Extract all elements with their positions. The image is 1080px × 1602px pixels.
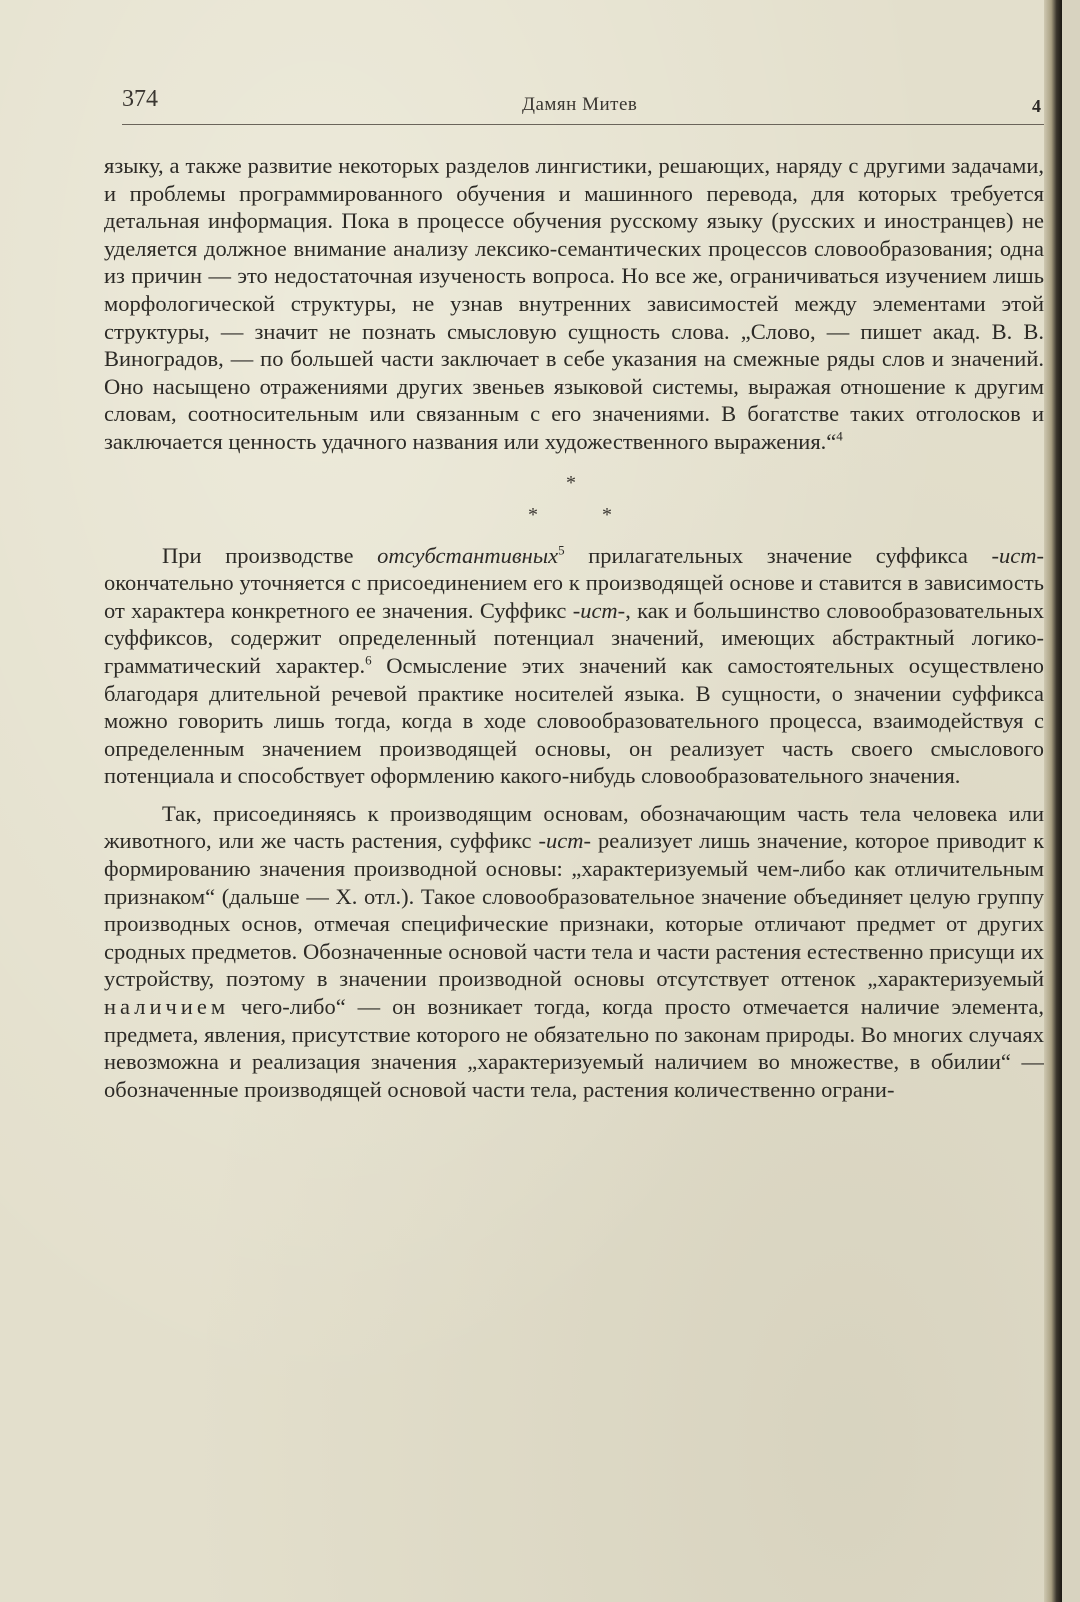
running-head	[122, 86, 1052, 126]
suffix-ist-2: -ист-	[572, 597, 626, 623]
header-rule	[122, 124, 1050, 125]
asterisk-right: *	[602, 503, 612, 526]
paragraph-2-text-c: окончательно уточняется с присоединением его к производящей основе и ставится в зависимость от характера конкретного ее значения. Суффикс	[104, 570, 1044, 623]
paragraph-3	[104, 800, 1044, 1104]
paragraph-2-text-b: прилагательных значение суффикса	[564, 542, 992, 568]
paragraph-1-text: языку, а также развитие некоторых разделов лингистики, решающих, наряду с другими задачами, и проблемы программированного обучения и машинного перевода, для которых требуется детальная информация. Пока в процессе обучения русскому языку (русских и иностранцев) не уделяется должное внимание анализу лексико-семантических процессов словообразования; одна из причин — это недостаточная изученость вопроса. Но все же, ограничиваться изучением лишь морфологической структуры, не узнав внутренних зависимостей между элементами этой структуры, — значит не познать смысловую сущность слова. „Слово, — пишет акад. В. В. Виноградов, — по большей части заключает в себе указания на смежные ряды слов и значений. Оно насыщено отражениями других звеньев языковой системы, выражая отношение к другим словам, соотносительным или связанным с его значениями. В богатстве таких отголосков и заключается ценность удачного названия или художественного выражения.“	[104, 153, 1044, 454]
page-edge-shadow	[1044, 0, 1062, 1602]
page-number: 374	[122, 86, 158, 112]
section-break-asterisks	[104, 456, 1044, 538]
paragraph-3-text-c: чего-либо“ — он возникает тогда, когда просто отмечается наличие элемента, предмета, явления, присутствие которого не обязательно по законам природы. Во многих случаях невозможна и реализация значения „характеризуемый наличием во множестве, в обилии“ — обозначенные производящей основой части тела, растения количественно ограни-	[104, 994, 1044, 1102]
term-otsubstantivnykh: отсубстантивных	[377, 542, 559, 568]
spaced-word-nalichiem: наличием	[104, 994, 230, 1020]
paragraph-2-text-d: , как и большинство словообразовательных суффиксов, содержит определенный потенциал значений, имеющих абстрактный логико-грамматический характер.	[104, 597, 1044, 678]
footnote-ref-5: 5	[558, 542, 565, 558]
paragraph-2-text-a: При производстве	[162, 542, 378, 568]
paragraph-3-text-a: Так, присоединяясь к производящим основам, обозначающим часть тела человека или животного, или же часть растения, суффикс	[104, 800, 1044, 854]
footnote-ref-6: 6	[365, 652, 372, 668]
running-title: Дамян Митев	[522, 94, 638, 115]
suffix-ist-3: -ист-	[538, 828, 592, 854]
suffix-ist-1: -ист-	[991, 542, 1044, 568]
paragraph-2	[104, 542, 1044, 790]
footnote-ref-4: 4	[836, 428, 843, 444]
paragraph-1	[104, 152, 1044, 456]
paragraph-2-text-e: Осмысление этих значений как самостоятельных осуществлено благодаря длительной речевой практике носителей языка. В сущности, о значении суффикса можно говорить лишь тогда, когда в ходе словообразовательного процесса, взаимодействуя с определенным значением производящей основы, он реализует часть своего смыслового потенциала и способствует оформлению какого-нибудь словообразовательного значения.	[104, 652, 1044, 789]
asterisk-top: *	[566, 471, 576, 494]
body-text	[104, 152, 1044, 1103]
corner-mark: 4	[1032, 96, 1041, 116]
asterisk-left: *	[528, 503, 538, 526]
paragraph-3-text-b: реализует лишь значение, которое приводит к формированию значения производной основы: „характеризуемый чем-либо как отличительным признаком“ (дальше — Х. отл.). Такое словообразовательное значение объединяет целую группу производных основ, отмечая специфические признаки, которые отличают предмет от других сродных предметов. Обозначенные основой части тела и части растения естественно присущи их устройству, поэтому в значении производной основы отсутствует оттенок „характеризуемый	[104, 828, 1044, 992]
